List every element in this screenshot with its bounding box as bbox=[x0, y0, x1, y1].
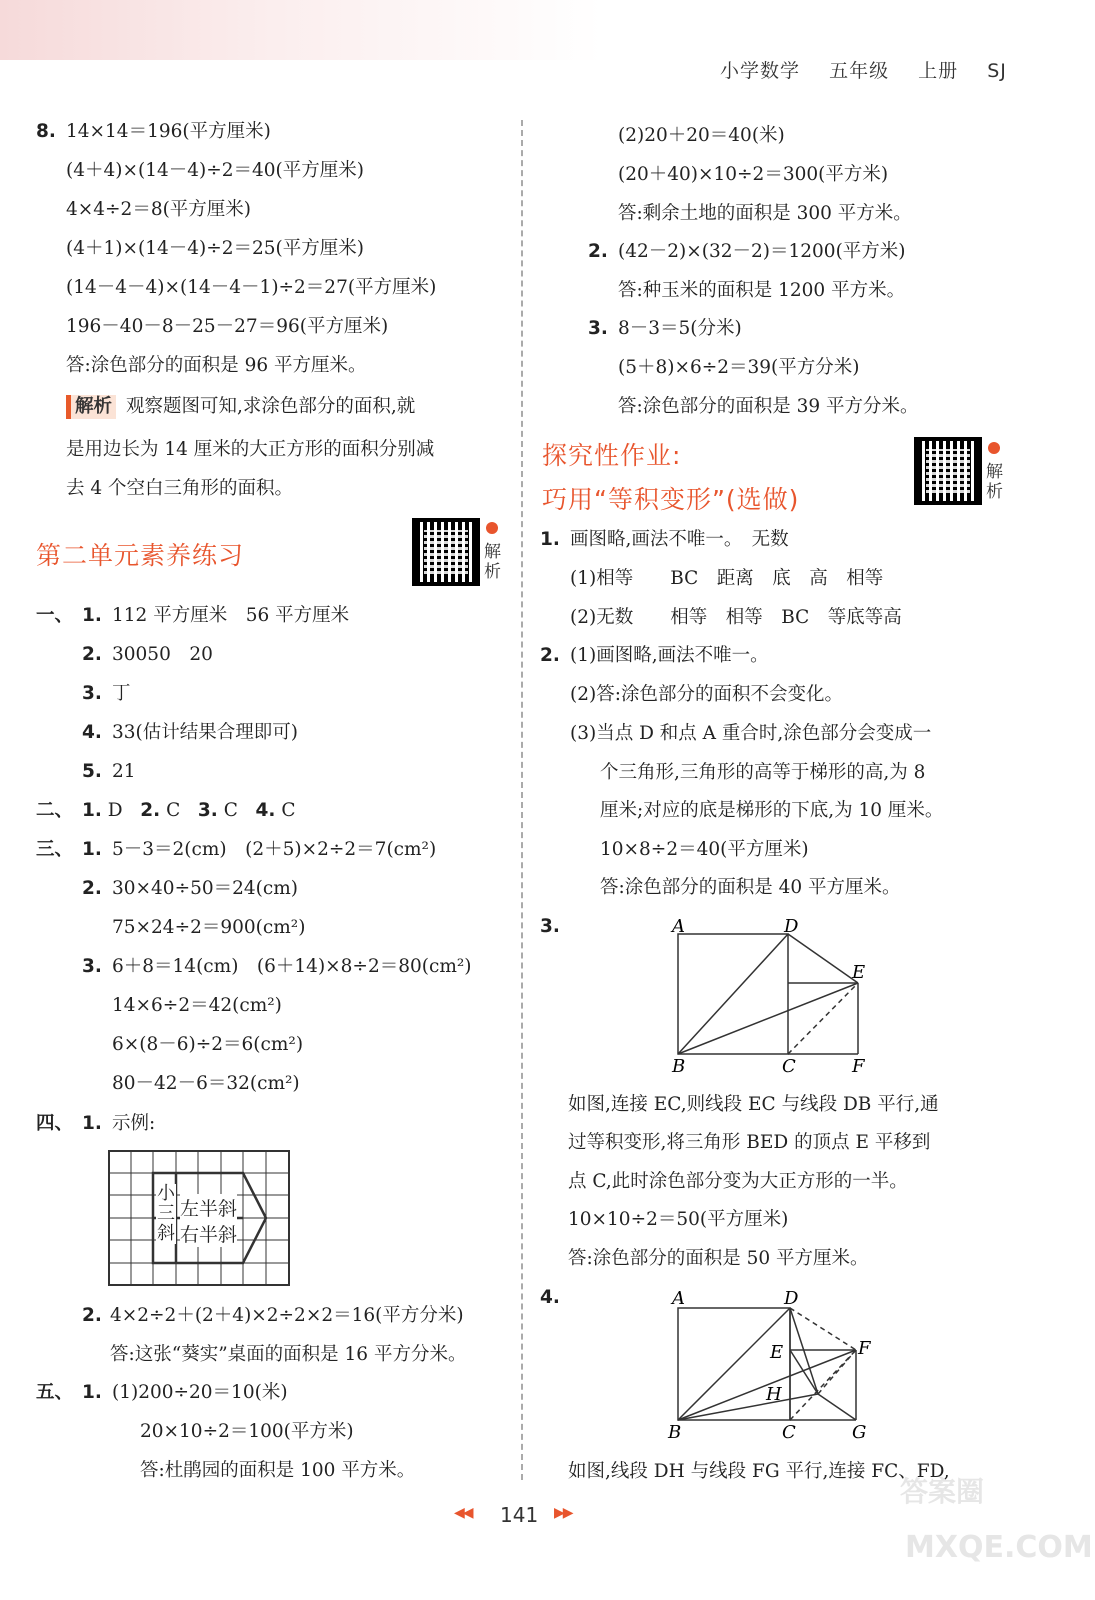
grid-bottom-label: 右半斜 bbox=[180, 1220, 237, 1247]
item-text: 5－3＝2(cm) (2＋5)×2÷2＝7(cm²) bbox=[112, 839, 437, 860]
fig4-label-a: A bbox=[672, 1288, 685, 1309]
item-number: 4. bbox=[82, 722, 102, 743]
fig4-label-c: C bbox=[782, 1422, 796, 1443]
grid-char: 小 bbox=[157, 1183, 175, 1204]
section-2: 二、 bbox=[36, 800, 74, 821]
item-text: 6＋8＝14(cm) (6＋14)×8÷2＝80(cm²) bbox=[112, 956, 472, 977]
fig4-label-e: E bbox=[770, 1342, 784, 1363]
fig4-label-b: B bbox=[668, 1422, 682, 1443]
item-number: 1. bbox=[540, 529, 560, 550]
item-number: 2. bbox=[82, 878, 102, 899]
fig3-label-e: E bbox=[852, 962, 866, 983]
page-number: 141 bbox=[500, 1503, 539, 1527]
item-number: 1. bbox=[82, 800, 102, 821]
figure-4 bbox=[660, 1284, 885, 1444]
play-icon bbox=[988, 442, 1000, 454]
item-text: D bbox=[107, 800, 123, 821]
item-number: 2. bbox=[82, 1305, 102, 1326]
fig3-label-d: D bbox=[784, 916, 799, 937]
item-text: (1)200÷20＝10(米) bbox=[112, 1382, 288, 1403]
watermark-url: MXQE.COM bbox=[905, 1530, 1093, 1565]
header-subject: 小学数学 bbox=[720, 60, 801, 82]
item-text: (1)画图略,画法不唯一。 bbox=[570, 645, 769, 666]
grid-char: 三 bbox=[157, 1203, 175, 1224]
prev-page-icon[interactable]: ◀◀ bbox=[454, 1505, 472, 1521]
section-5: 五、 bbox=[36, 1382, 74, 1403]
header-grade: 五年级 bbox=[829, 60, 890, 82]
header-edition: SJ bbox=[987, 60, 1007, 82]
item-text: 如图,线段 DH 与线段 FG 平行,连接 FC、FD, bbox=[568, 1461, 950, 1482]
item-number: 2. bbox=[82, 644, 102, 665]
item-text: 点 C,此时涂色部分变为大正方形的一半。 bbox=[568, 1171, 908, 1192]
item-number: 1. bbox=[82, 839, 102, 860]
header-volume: 上册 bbox=[918, 60, 959, 82]
item-text: 14×6÷2＝42(cm²) bbox=[112, 995, 282, 1016]
item-text: 10×10÷2＝50(平方厘米) bbox=[568, 1209, 789, 1230]
item-number: 3. bbox=[540, 916, 560, 937]
fig4-label-h: H bbox=[766, 1384, 782, 1405]
item-text: 21 bbox=[112, 761, 136, 782]
q8-line: (14－4－4)×(14－4－1)÷2＝27(平方厘米) bbox=[66, 277, 437, 298]
item-text: 示例: bbox=[112, 1113, 156, 1134]
qr-label: 解析 bbox=[986, 462, 1003, 502]
cont-line: (20＋40)×10÷2＝300(平方米) bbox=[618, 164, 889, 185]
section-3: 三、 bbox=[36, 839, 74, 860]
grid-figure bbox=[108, 1150, 290, 1286]
item-number: 1. bbox=[82, 605, 102, 626]
item-number: 5. bbox=[82, 761, 102, 782]
column-divider bbox=[521, 120, 523, 1480]
item-number: 2. bbox=[140, 800, 161, 821]
figure-3 bbox=[660, 912, 880, 1078]
item-text: C bbox=[281, 800, 296, 821]
play-icon bbox=[486, 522, 498, 534]
item-text: 10×8÷2＝40(平方厘米) bbox=[600, 839, 809, 860]
section-2-answers bbox=[82, 799, 295, 823]
item-number: 1. bbox=[82, 1382, 102, 1403]
page-header bbox=[720, 56, 1029, 83]
item-text: (2)无数 相等 相等 BC 等底等高 bbox=[570, 607, 902, 628]
analysis-line: 是用边长为 14 厘米的大正方形的面积分别减 bbox=[66, 439, 435, 460]
analysis-line: 观察题图可知,求涂色部分的面积,就 bbox=[126, 396, 416, 417]
item-number: 3. bbox=[82, 683, 102, 704]
item-number: 2. bbox=[588, 241, 608, 262]
item-number: 1. bbox=[82, 1113, 102, 1134]
item-text: 丁 bbox=[112, 683, 131, 704]
item-text: 20×10÷2＝100(平方米) bbox=[140, 1421, 354, 1442]
unit2-title: 第二单元素养练习 bbox=[36, 541, 245, 570]
item-text: 画图略,画法不唯一。 无数 bbox=[570, 529, 789, 550]
q8-line: (4＋1)×(14－4)÷2＝25(平方厘米) bbox=[66, 238, 364, 259]
item-text: 厘米;对应的底是梯形的下底,为 10 厘米。 bbox=[600, 800, 944, 821]
analysis-line: 去 4 个空白三角形的面积。 bbox=[66, 478, 294, 499]
item-text: 如图,连接 EC,则线段 EC 与线段 DB 平行,通 bbox=[568, 1094, 939, 1115]
qr-code-icon[interactable] bbox=[914, 437, 982, 505]
next-page-icon[interactable]: ▶▶ bbox=[554, 1505, 572, 1521]
item-text: 个三角形,三角形的高等于梯形的高,为 8 bbox=[600, 762, 926, 783]
qr-code-icon[interactable] bbox=[412, 518, 480, 586]
analysis-para bbox=[66, 395, 415, 419]
fig3-label-b: B bbox=[672, 1056, 686, 1077]
item-answer: 答:涂色部分的面积是 50 平方厘米。 bbox=[568, 1248, 869, 1269]
item-text: C bbox=[223, 800, 238, 821]
item-answer: 答:涂色部分的面积是 40 平方厘米。 bbox=[600, 877, 901, 898]
q8-number: 8. bbox=[36, 121, 56, 142]
item-answer: 答:这张“葵实”桌面的面积是 16 平方分米。 bbox=[110, 1344, 467, 1365]
item-text: 8－3＝5(分米) bbox=[618, 318, 742, 339]
fig4-label-f: F bbox=[858, 1338, 871, 1359]
fig4-label-g: G bbox=[852, 1422, 867, 1443]
item-text: (2)答:涂色部分的面积不会变化。 bbox=[570, 684, 843, 705]
item-text: 75×24÷2＝900(cm²) bbox=[112, 917, 306, 938]
item-text: (5＋8)×6÷2＝39(平方分米) bbox=[618, 357, 860, 378]
header-band bbox=[0, 0, 1095, 60]
item-text: C bbox=[166, 800, 181, 821]
q8-line: 14×14＝196(平方厘米) bbox=[66, 121, 271, 142]
grid-char: 斜 bbox=[157, 1223, 175, 1244]
explore-subtitle: 巧用“等积变形”(选做) bbox=[542, 485, 800, 514]
item-number: 3. bbox=[197, 800, 218, 821]
q8-line: 4×4÷2＝8(平方厘米) bbox=[66, 199, 252, 220]
fig3-label-c: C bbox=[782, 1056, 796, 1077]
item-text: 过等积变形,将三角形 BED 的顶点 E 平移到 bbox=[568, 1132, 931, 1153]
qr-label: 解析 bbox=[484, 542, 501, 582]
cont-line: (2)20＋20＝40(米) bbox=[618, 125, 785, 146]
item-text: 4×2÷2＋(2＋4)×2÷2×2＝16(平方分米) bbox=[110, 1305, 464, 1326]
item-text: 80－42－6＝32(cm²) bbox=[112, 1073, 300, 1094]
cont-answer: 答:剩余土地的面积是 300 平方米。 bbox=[618, 203, 912, 224]
section-1: 一、 bbox=[36, 605, 74, 626]
fig3-label-a: A bbox=[672, 916, 685, 937]
item-answer: 答:种玉米的面积是 1200 平方米。 bbox=[618, 280, 906, 301]
item-text: 33(估计结果合理即可) bbox=[112, 722, 298, 743]
grid-top-label: 左半斜 bbox=[180, 1194, 237, 1221]
explore-title: 探究性作业: bbox=[542, 441, 682, 470]
grid-small-label bbox=[156, 1184, 176, 1244]
q8-answer: 答:涂色部分的面积是 96 平方厘米。 bbox=[66, 355, 367, 376]
item-number: 3. bbox=[82, 956, 102, 977]
item-text: 112 平方厘米 56 平方厘米 bbox=[112, 605, 350, 626]
item-text: (3)当点 D 和点 A 重合时,涂色部分会变成一 bbox=[570, 723, 932, 744]
item-text: (1)相等 BC 距离 底 高 相等 bbox=[570, 568, 884, 589]
q8-line: (4＋4)×(14－4)÷2＝40(平方厘米) bbox=[66, 160, 364, 181]
item-number: 2. bbox=[540, 645, 560, 666]
watermark: 答案圈 bbox=[900, 1475, 985, 1508]
section-4: 四、 bbox=[36, 1113, 74, 1134]
item-number: 4. bbox=[540, 1287, 560, 1308]
item-answer: 答:涂色部分的面积是 39 平方分米。 bbox=[618, 396, 919, 417]
q8-line: 196－40－8－25－27＝96(平方厘米) bbox=[66, 316, 389, 337]
item-text: 6×(8－6)÷2＝6(cm²) bbox=[112, 1034, 304, 1055]
item-answer: 答:杜鹃园的面积是 100 平方米。 bbox=[140, 1460, 416, 1481]
analysis-tag: 解析 bbox=[66, 395, 116, 419]
item-text: 30050 20 bbox=[112, 644, 213, 665]
fig3-label-f: F bbox=[852, 1056, 865, 1077]
fig4-label-d: D bbox=[784, 1288, 799, 1309]
item-number: 4. bbox=[255, 800, 276, 821]
item-text: 30×40÷50＝24(cm) bbox=[112, 878, 299, 899]
item-text: (42－2)×(32－2)＝1200(平方米) bbox=[618, 241, 906, 262]
item-number: 3. bbox=[588, 318, 608, 339]
